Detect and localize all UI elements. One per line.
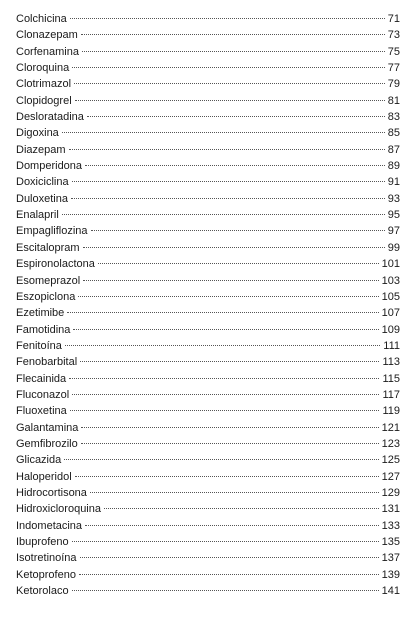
toc-entry-title: Duloxetina [16,192,68,205]
toc-entry-title: Fenitoína [16,339,62,352]
toc-entry-page-number: 81 [387,94,400,107]
toc-entry-title: Eszopiclona [16,290,76,303]
toc-entry[interactable] [16,44,400,60]
toc-entry-title: Escitalopram [16,241,80,254]
toc-entry[interactable] [16,518,400,534]
toc-entry-title: Indometacina [16,519,83,532]
toc-entry[interactable] [16,142,400,158]
toc-entry-title: Doxiciclina [16,176,69,189]
dot-leader [79,574,379,575]
dot-leader [62,132,385,133]
toc-entry-page-number: 91 [387,176,400,189]
toc-entry[interactable] [16,27,400,43]
toc-entry-page-number: 121 [381,421,400,434]
toc-entry-page-number: 105 [381,290,400,303]
toc-entry-page-number: 107 [381,307,400,320]
toc-entry-page-number: 115 [382,372,400,385]
toc-entry[interactable] [16,60,400,76]
toc-entry-title: Espironolactona [16,258,95,271]
dot-leader [98,263,379,264]
toc-entry-title: Clopidogrel [16,94,72,107]
dot-leader [69,378,379,379]
toc-entry-page-number: 99 [387,241,400,254]
toc-entry-title: Gemfibrozilo [16,437,78,450]
toc-entry-page-number: 109 [381,323,400,336]
dot-leader [67,312,378,313]
dot-leader [81,34,385,35]
toc-entry[interactable] [16,109,400,125]
toc-entry-page-number: 75 [387,45,400,58]
toc-entry[interactable] [16,436,400,452]
toc-entry-title: Enalapril [16,209,59,222]
toc-entry-page-number: 97 [387,225,400,238]
toc-entry-title: Hidroxicloroquina [16,503,101,516]
toc-entry[interactable] [16,420,400,436]
toc-entry-page-number: 111 [383,339,400,352]
toc-entry-title: Hidrocortisona [16,486,87,499]
toc-entry-title: Haloperidol [16,470,72,483]
dot-leader [72,394,379,395]
dot-leader [104,508,379,509]
toc-entry-page-number: 125 [381,454,400,467]
toc-entry-title: Ibuprofeno [16,536,69,548]
toc-entry-page-number: 129 [381,486,400,499]
dot-leader [72,590,379,591]
dot-leader [83,280,378,281]
toc-entry-title: Ketoprofeno [16,568,76,581]
toc-entry-title: Clonazepam [16,29,78,42]
dot-leader [70,410,380,411]
dot-leader [72,541,379,542]
toc-entry[interactable] [16,403,400,419]
toc-entry-title: Famotidina [16,323,71,336]
dot-leader [65,345,380,346]
toc-entry-title: Fenobarbital [16,356,78,369]
toc-entry[interactable] [16,125,400,141]
dot-leader [73,329,378,330]
toc-entry-page-number: 103 [381,274,400,287]
toc-entry-page-number: 85 [387,127,400,140]
toc-entry-title: Clotrimazol [16,78,72,91]
toc-entry[interactable] [16,338,400,354]
toc-entry-page-number: 73 [387,29,400,42]
dot-leader [71,198,385,199]
toc-entry[interactable] [16,174,400,190]
toc-entry-title: Digoxina [16,127,59,140]
toc-entry[interactable] [16,567,400,583]
toc-entry[interactable] [16,11,400,27]
toc-entry-title: Glicazida [16,454,62,467]
toc-entry-page-number: 133 [381,519,400,532]
toc-entry[interactable] [16,485,400,501]
toc-entry-title: Desloratadina [16,111,84,124]
toc-entry[interactable] [16,191,400,207]
toc-entry-page-number: 79 [387,78,400,91]
toc-entry-page-number: 87 [387,143,400,156]
toc-entry-page-number: 95 [387,209,400,222]
dot-leader [72,67,385,68]
dot-leader [78,296,378,297]
dot-leader [80,557,379,558]
toc-entry[interactable] [16,469,400,485]
toc-entry-page-number: 127 [381,470,400,483]
toc-entry-title: Flecainida [16,372,67,385]
toc-entry-page-number: 135 [381,536,400,548]
toc-entry-title: Colchicina [16,13,67,25]
dot-leader [75,100,385,101]
toc-entry[interactable] [16,387,400,403]
dot-leader [74,83,385,84]
toc-entry[interactable] [16,501,400,517]
toc-entry[interactable] [16,240,400,256]
toc-entry[interactable] [16,371,400,387]
toc-entry[interactable] [16,322,400,338]
toc-entry-title: Fluoxetina [16,405,67,418]
toc-entry-page-number: 93 [387,192,400,205]
toc-entry[interactable] [16,223,400,239]
dot-leader [72,181,385,182]
toc-entry-title: Ketorolaco [16,585,69,598]
toc-entry-page-number: 83 [387,111,400,124]
toc-entry-page-number: 71 [387,13,400,25]
toc-entry-page-number: 77 [387,62,400,75]
toc-entry-page-number: 113 [382,356,400,369]
toc-entry-page-number: 117 [382,388,400,401]
toc-entry[interactable] [16,305,400,321]
toc-entry-title: Ezetimibe [16,307,65,320]
toc-entry-title: Diazepam [16,143,66,156]
toc-entry-title: Empagliflozina [16,225,88,238]
toc-entry[interactable] [16,207,400,223]
toc-entry[interactable] [16,534,400,550]
toc-entry-page-number: 131 [381,503,400,516]
toc-entry[interactable] [16,550,400,566]
toc-entry-page-number: 119 [382,405,400,418]
toc-entry[interactable] [16,158,400,174]
toc-entry-title: Galantamina [16,421,79,434]
toc-entry-title: Domperidona [16,160,83,173]
toc-entry[interactable] [16,452,400,468]
toc-entry-title: Corfenamina [16,45,79,58]
dot-leader [85,525,379,526]
dot-leader [81,427,378,428]
dot-leader [75,476,379,477]
toc-entry[interactable] [16,76,400,92]
toc-entry-page-number: 101 [381,258,400,271]
toc-entry[interactable] [16,256,400,272]
dot-leader [80,361,379,362]
dot-leader [90,492,379,493]
toc-entry[interactable] [16,354,400,370]
dot-leader [87,116,385,117]
dot-leader [70,18,385,19]
toc-entry[interactable] [16,273,400,289]
table-of-contents [16,11,400,599]
toc-entry-title: Fluconazol [16,388,70,401]
toc-entry-title: Esomeprazol [16,274,81,287]
toc-entry[interactable] [16,289,400,305]
dot-leader [91,230,385,231]
dot-leader [64,459,378,460]
toc-entry-page-number: 139 [381,568,400,581]
dot-leader [62,214,385,215]
toc-entry[interactable] [16,93,400,109]
toc-entry[interactable] [16,583,400,599]
toc-entry-page-number: 89 [387,160,400,173]
dot-leader [81,443,379,444]
toc-entry-page-number: 141 [381,585,400,598]
toc-entry-page-number: 123 [381,437,400,450]
toc-entry-title: Isotretinoína [16,552,77,565]
toc-entry-page-number: 137 [381,552,400,565]
dot-leader [85,165,385,166]
dot-leader [69,149,385,150]
dot-leader [83,247,385,248]
dot-leader [82,51,385,52]
toc-entry-title: Cloroquina [16,62,70,75]
